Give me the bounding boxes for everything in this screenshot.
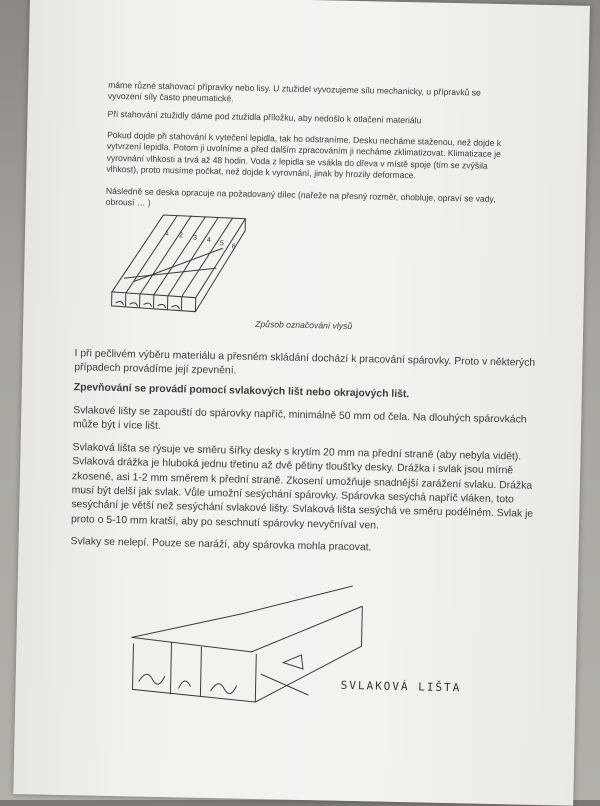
strip-label-1: 1 [165,230,170,238]
grain-marks [138,674,236,694]
strip-label-5: 5 [219,240,224,248]
strip-label-3: 3 [192,234,197,242]
paper-sheet [13,0,590,806]
paragraph-4: Následně se deska opracuje na požadovaný dílec (nařeže na přesný rozměr, ohobluje, opraví se vady, obrousí … ) [105,185,496,209]
paragraph-6: Svlakové lišty se zapouští do spárovky napříč, minimálně 50 mm od čela. Na dlouhých spárovkách může být i více lišt. [72,405,527,433]
paragraph-7: Svlaková lišta se rýsuje ve směru šířky desky s krytím 20 mm na přední straně (aby nebyla vidět). Svlaková drážka je hluboká jednu třetinu až dvě pětiny tloušťky desky. Drážka i svlak jsou mírně zkosené, asi 1-2 mm směrem k přední straně. Zkosení umožňuje snadnější zarážení svlaku. Drážka musí být delší jak svlak. Vůle umožní sesýchání spárovky. Spárovka sesýchá napříč vláken, toto sesýchání je větší než sesýchání svlakové lišty. Svlaková lišta sesýchá ve směru podélném. Svlak je proto o 5-10 mm kratší, aby po seschnutí spárovky nevyčníval ven. [70,442,534,532]
panel-top-face [112,214,246,299]
strip-label-2: 2 [178,232,184,240]
paragraph-1: máme různé stahovací přípravky nebo lisy. U ztužidel vyvozujeme sílu mechanicky, u přípravků se vyvození síly často pneumatické. [107,79,481,104]
strip-label-4: 4 [206,236,211,244]
panel-side-face [192,218,245,313]
paragraph-5: I při pečlivém výběru materiálu a přesném skládání dochází k pracování spárovky. Proto v některých případech provádíme její zpevnění. [74,348,536,377]
board-front-face [132,643,256,702]
figure-caption: Způsob označování vlysů [255,318,353,331]
section-heading: Zpevňování se provádí pomocí svlakových lišt nebo okrajových lišt. [73,382,410,401]
paragraph-3: Pokud dojde při stahování k vytečení lepidla, tak ho odstraníme. Desku necháme staženou, než dojde k vytvrzení lepidla. Potom ji uvolníme a před dalším zpracováním ji necháme zklimatizovat. Klimatizace je vyrovnání vlhkosti a trvá až 48 hodin. Voda z lepidla se vsákla do dřeva v místě spoje (tím se zvýšila vlhkost), proto musíme počkat, než dojde k vyrovnání, jinak by hrozily deformace. [106,129,502,181]
panel-glue-joints [126,214,233,297]
board-top-edge [132,581,353,642]
figure-svlak-sketch [110,571,513,719]
batten-groove-lines [170,642,201,697]
figure-glued-panel [103,206,265,319]
strip-label-6: 6 [231,243,236,251]
svlak-label: SVLAKOVÁ LIŠTA [340,678,462,695]
paragraph-8: Svlaky se nelepí. Pouze se naráží, aby spárovka mohla pracovat. [70,536,372,554]
paragraph-2: Při stahování ztužidly dáme pod ztužidla příložku, aby nedošlo k otlačení materiálu [107,108,422,126]
batten-end [283,655,303,669]
board-front-top [131,601,362,654]
